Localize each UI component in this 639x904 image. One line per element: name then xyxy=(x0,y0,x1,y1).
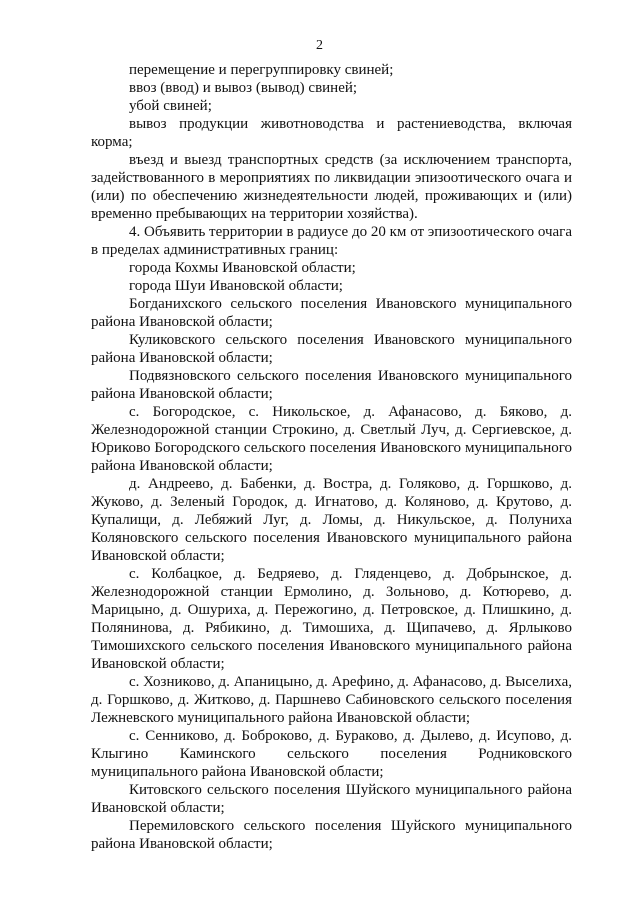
paragraph: въезд и выезд транспортных средств (за исключением транспорта, задействованного в мероприятиях по ликвидации эпизоотического очага и (или) по обеспечению жизнедеятельности людей, проживающих и (или) временно пребывающих на территории хозяйства). xyxy=(91,152,572,222)
paragraph: вывоз продукции животноводства и растениеводства, включая корма; xyxy=(91,116,572,150)
paragraph: с. Сенниково, д. Боброково, д. Бураково, д. Дылево, д. Исупово, д. Клыгино Каминского сельского поселения Родниковского муниципального района Ивановской области; xyxy=(91,728,572,780)
paragraph: города Кохмы Ивановской области; xyxy=(129,260,356,276)
paragraph: перемещение и перегруппировку свиней; xyxy=(129,62,394,78)
paragraph: Куликовского сельского поселения Ивановского муниципального района Ивановской области; xyxy=(91,332,572,366)
paragraph: города Шуи Ивановской области; xyxy=(129,278,343,294)
paragraph: с. Колбацкое, д. Бедряево, д. Гляденцево, д. Добрынское, д. Железнодорожной станции Ермолино, д. Зольново, д. Котюрево, д. Марицыно, д. Ошуриха, д. Пережогино, д. Петровское, д. Плишкино, д. Полянинова, д. Рябикино, д. Тимошиха, д. Щипачево, д. Ярлыково Тимошихского сельского поселения Ивановского муниципального района Ивановской области; xyxy=(91,566,572,672)
paragraph: Китовского сельского поселения Шуйского муниципального района Ивановской области; xyxy=(91,782,572,816)
document-body xyxy=(91,61,572,853)
paragraph: д. Андреево, д. Бабенки, д. Востра, д. Голяково, д. Горшково, д. Жуково, д. Зеленый Городок, д. Игнатово, д. Коляново, д. Крутово, д. Купалищи, д. Лебяжий Луг, д. Ломы, д. Никульское, д. Полуниха Коляновского сельского поселения Ивановского муниципального района Ивановской области; xyxy=(91,476,572,564)
page-number: 2 xyxy=(316,38,323,53)
paragraph: ввоз (ввод) и вывоз (вывод) свиней; xyxy=(129,80,358,96)
paragraph: Богданихского сельского поселения Ивановского муниципального района Ивановской области; xyxy=(91,296,572,330)
paragraph: Перемиловского сельского поселения Шуйского муниципального района Ивановской области; xyxy=(91,818,572,852)
paragraph: Подвязновского сельского поселения Ивановского муниципального района Ивановской области; xyxy=(91,368,572,402)
paragraph: 4. Объявить территории в радиусе до 20 км от эпизоотического очага в пределах административных границ: xyxy=(91,224,572,258)
paragraph: с. Богородское, с. Никольское, д. Афанасово, д. Бяково, д. Железнодорожной станции Строкино, д. Светлый Луч, д. Сергиевское, д. Юриково Богородского сельского поселения Ивановского муниципального района Ивановской области; xyxy=(91,404,572,474)
paragraph: с. Хозниково, д. Апаницыно, д. Арефино, д. Афанасово, д. Выселиха, д. Горшково, д. Житково, д. Паршнево Сабиновского сельского поселения Лежневского муниципального района Ивановской области; xyxy=(91,674,572,726)
paragraph: убой свиней; xyxy=(129,98,212,114)
